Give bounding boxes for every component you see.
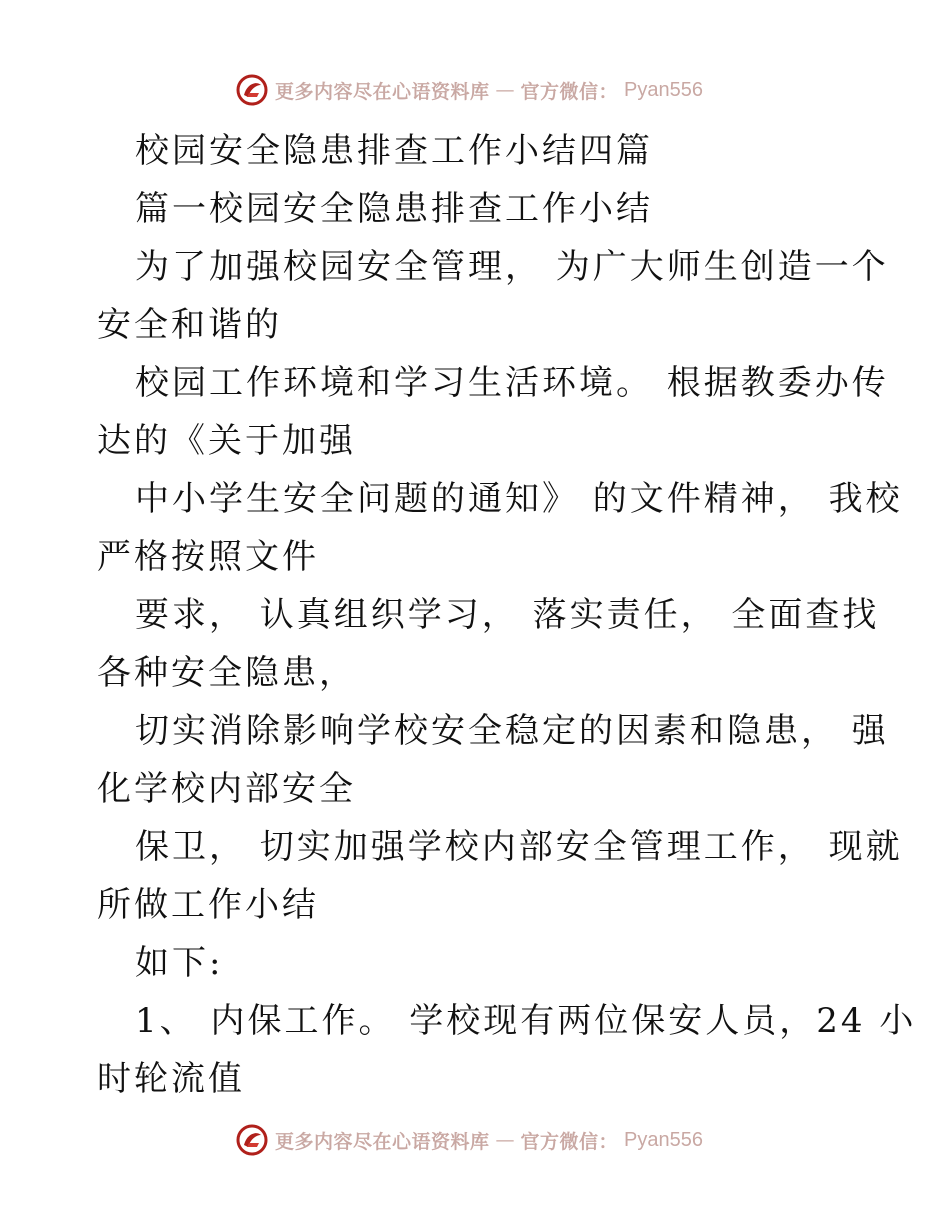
- watermark-banner-bottom: [235, 1122, 703, 1158]
- text-line: 达的《关于加强: [97, 421, 356, 461]
- red-swirl-logo-icon: [235, 1123, 269, 1157]
- text-line: 篇一校园安全隐患排查工作小结: [135, 189, 653, 229]
- text-line: 化学校内部安全: [97, 769, 356, 809]
- text-line: 校园安全隐患排查工作小结四篇: [135, 131, 653, 171]
- text-line: 为了加强校园安全管理， 为广大师生创造一个: [135, 247, 889, 287]
- watermark-banner-top: [235, 72, 703, 108]
- watermark-separator: —: [495, 79, 515, 101]
- watermark-text: 更多内容尽在心语资料库: [275, 80, 490, 103]
- text-line: 严格按照文件: [97, 537, 319, 577]
- text-line: 切实消除影响学校安全稳定的因素和隐患， 强: [135, 711, 889, 751]
- text-line: 如下:: [135, 943, 224, 983]
- text-line: 所做工作小结: [97, 885, 319, 925]
- watermark-wechat-label: 官方微信：: [520, 1130, 619, 1153]
- watermark-wechat-id: Pyan556: [624, 1128, 703, 1151]
- watermark-wechat-id: Pyan556: [624, 78, 703, 101]
- text-line: 时轮流值: [97, 1059, 245, 1099]
- watermark-separator: —: [495, 1129, 515, 1151]
- watermark-wechat-label: 官方微信：: [520, 80, 619, 103]
- text-line: 1、 内保工作。 学校现有两位保安人员，24 小: [135, 1001, 917, 1041]
- text-line: 保卫， 切实加强学校内部安全管理工作， 现就: [135, 827, 903, 867]
- text-line: 中小学生安全问题的通知》 的文件精神， 我校: [135, 479, 903, 519]
- document-body: [97, 122, 917, 1108]
- text-line: 安全和谐的: [97, 305, 282, 345]
- text-line: 各种安全隐患，: [97, 653, 356, 693]
- watermark-text: 更多内容尽在心语资料库: [275, 1130, 490, 1153]
- text-line: 校园工作环境和学习生活环境。 根据教委办传: [135, 363, 889, 403]
- text-line: 要求， 认真组织学习， 落实责任， 全面查找: [135, 595, 880, 635]
- red-swirl-logo-icon: [235, 73, 269, 107]
